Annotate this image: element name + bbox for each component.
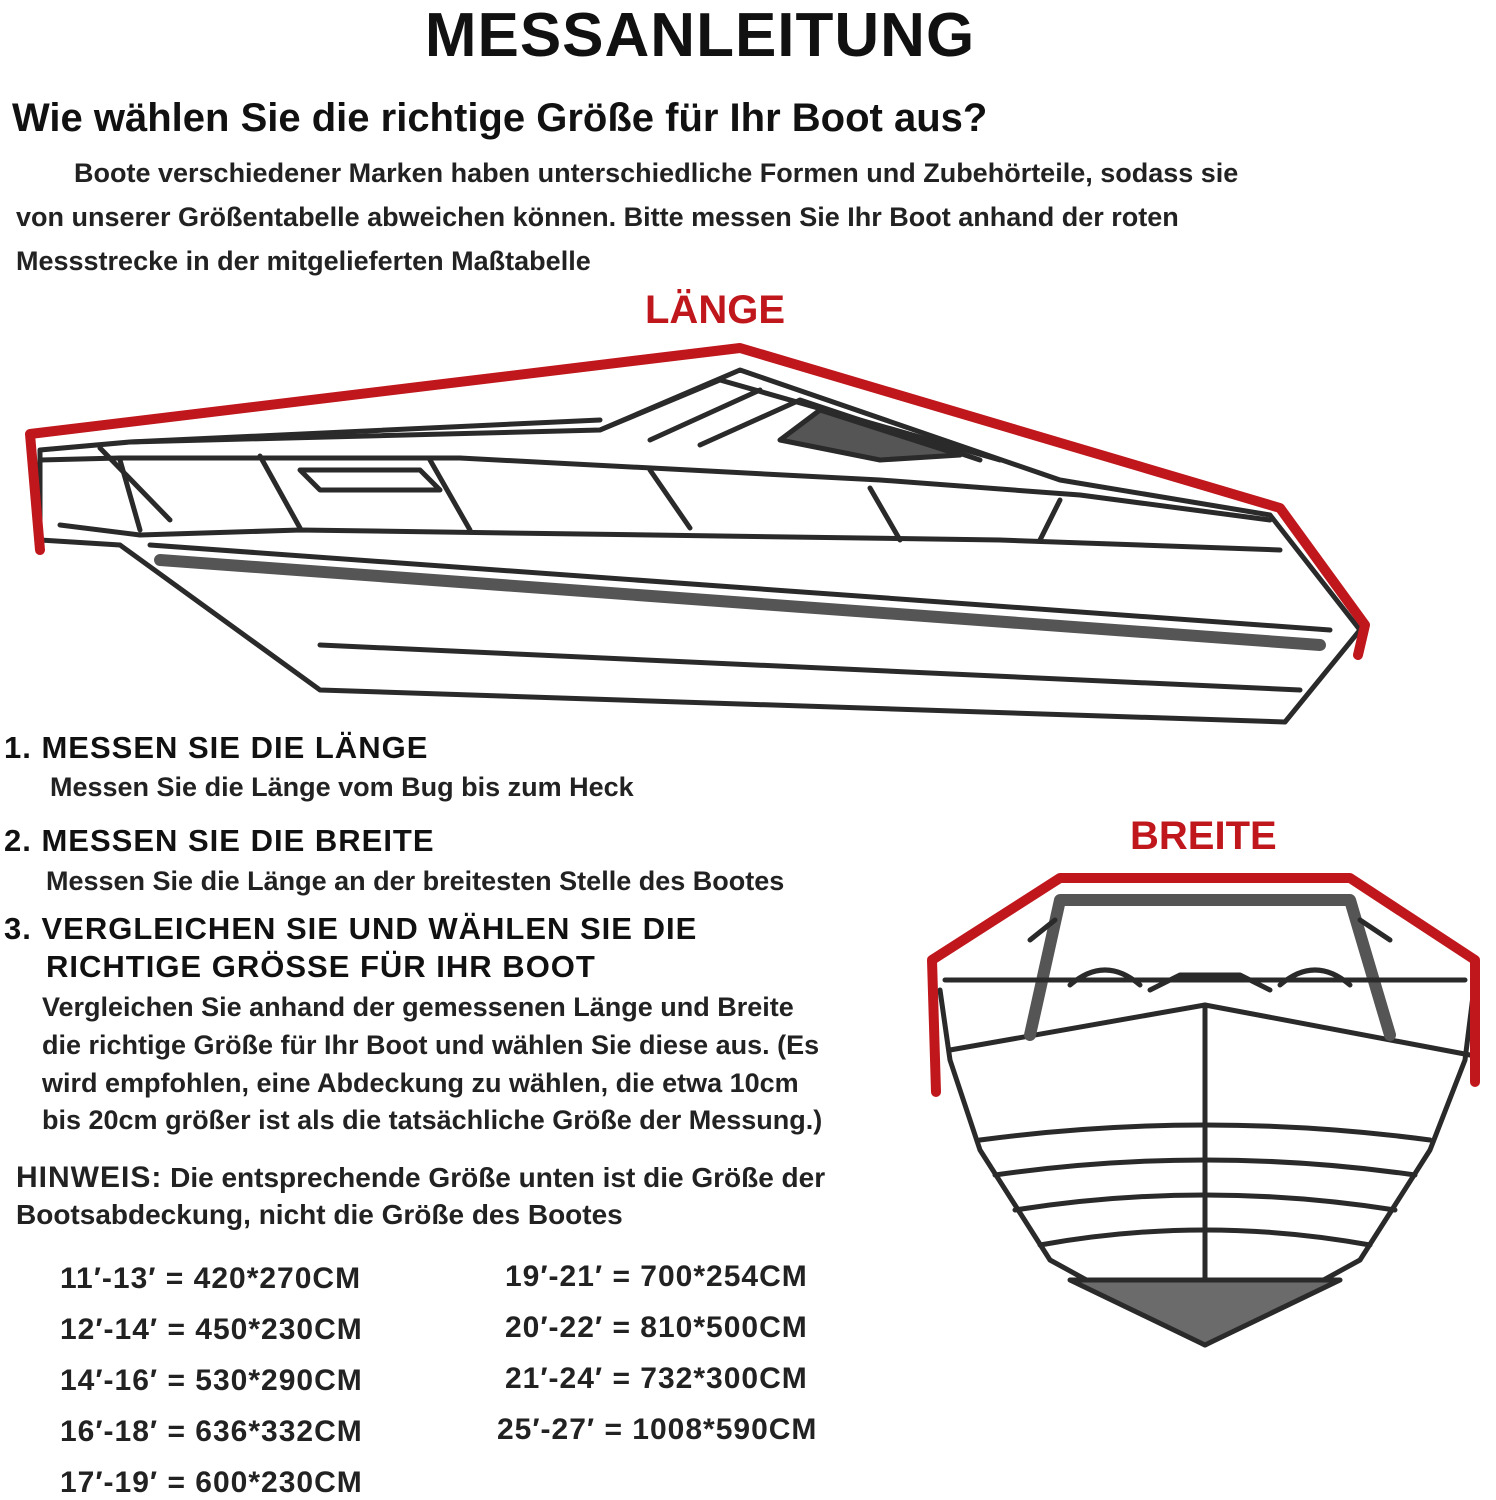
step-3-text-line-3: wird empfohlen, eine Abdeckung zu wählen, die etwa 10cm [42,1068,799,1098]
size-right-1: 19′-21′ = 700*254CM [505,1260,808,1293]
step-3-heading-line-2: RICHTIGE GRÖSSE FÜR IHR BOOT [46,949,596,984]
width-label: BREITE [1130,814,1277,858]
page-subtitle: Wie wählen Sie die richtige Größe für Ihr Boot aus? [12,96,988,140]
step-3-text-line-2: die richtige Größe für Ihr Boot und wählen Sie diese aus. (Es [42,1030,820,1060]
size-left-2: 12′-14′ = 450*230CM [60,1313,363,1346]
page-title: MESSANLEITUNG [424,1,976,70]
size-right-3: 21′-24′ = 732*300CM [505,1362,808,1395]
note-text-2: Bootsabdeckung, nicht die Größe des Bootes [16,1199,623,1230]
size-right-4: 25′-27′ = 1008*590CM [497,1413,818,1446]
intro-line-2: von unserer Größentabelle abweichen können. Bitte messen Sie Ihr Boot anhand der roten [16,202,1179,232]
step-2-text: Messen Sie die Länge an der breitesten Stelle des Bootes [46,866,785,896]
step-3-text-line-4: bis 20cm größer ist als die tatsächliche Größe der Messung.) [42,1105,823,1135]
size-left-1: 11′-13′ = 420*270CM [60,1262,362,1295]
size-left-5: 17′-19′ = 600*230CM [60,1466,363,1499]
intro-line-3: Messstrecke in der mitgelieferten Maßtabelle [16,246,591,276]
boat-side-view-illustration [0,330,1400,740]
note-line-1 [16,1161,825,1195]
note-label: HINWEIS: [16,1161,163,1194]
boat-front-view-illustration [920,860,1490,1360]
note-text-1: Die entsprechende Größe unten ist die Größe der [170,1162,826,1193]
size-left-3: 14′-16′ = 530*290CM [60,1364,363,1397]
size-right-2: 20′-22′ = 810*500CM [505,1311,808,1344]
step-1-heading: 1. MESSEN SIE DIE LÄNGE [4,730,429,765]
step-3-heading-line-1: 3. VERGLEICHEN SIE UND WÄHLEN SIE DIE [4,911,698,946]
size-left-4: 16′-18′ = 636*332CM [60,1415,363,1448]
intro-line-1: Boote verschiedener Marken haben unterschiedliche Formen und Zubehörteile, sodass sie [74,158,1239,188]
step-2-heading: 2. MESSEN SIE DIE BREITE [4,823,435,858]
step-3-text-line-1: Vergleichen Sie anhand der gemessenen Länge und Breite [42,992,794,1022]
step-1-text: Messen Sie die Länge vom Bug bis zum Heck [50,772,634,802]
length-label: LÄNGE [645,288,785,332]
